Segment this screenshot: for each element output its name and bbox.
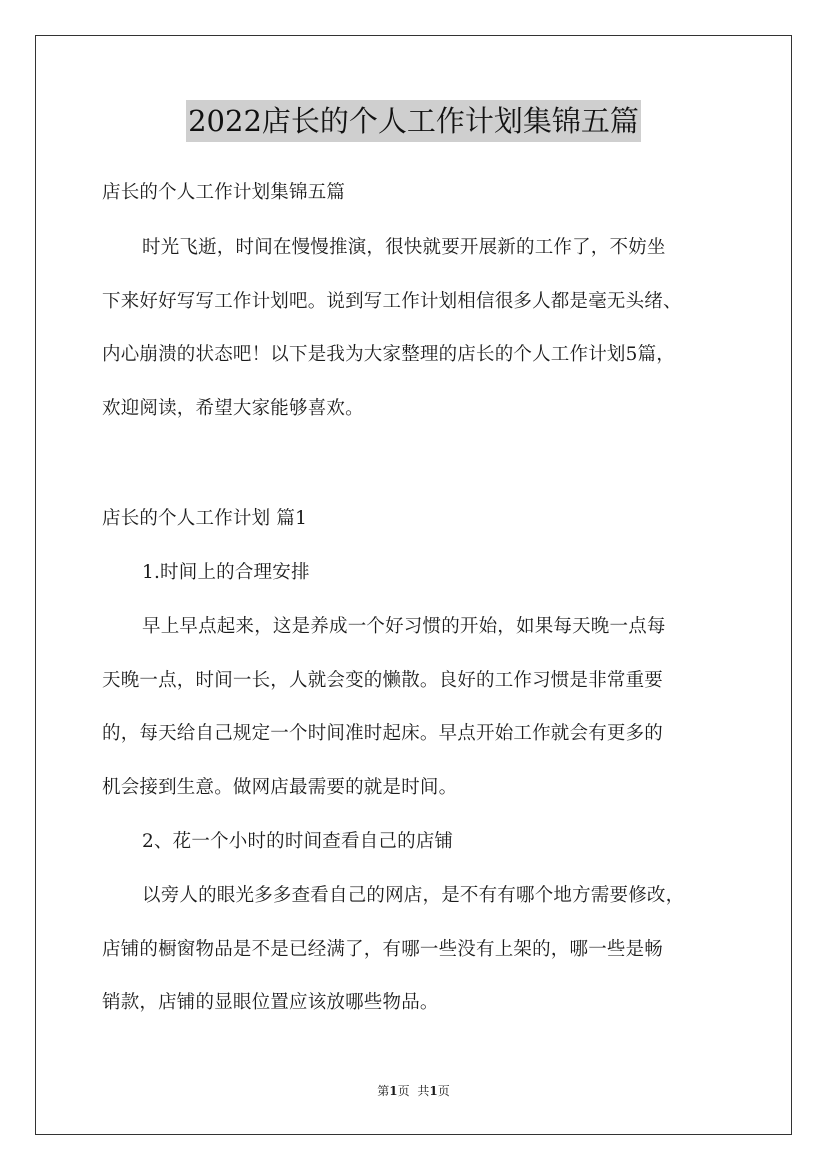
item2-line-3: 销款，店铺的显眼位置应该放哪些物品。 xyxy=(102,992,439,1013)
item1-line-4: 机会接到生意。做网店最需要的就是时间。 xyxy=(102,777,458,798)
document-subtitle: 店长的个人工作计划集锦五篇 xyxy=(102,182,346,203)
intro-line-2: 下来好好写写工作计划吧。说到写工作计划相信很多人都是毫无头绪、 xyxy=(102,291,682,312)
footer-total-number: 1 xyxy=(429,1084,438,1098)
document-title: 2022店长的个人工作计划集锦五篇 xyxy=(186,100,641,142)
section1-heading: 店长的个人工作计划 篇1 xyxy=(102,508,308,529)
footer-total-suffix: 页 xyxy=(437,1084,450,1098)
item2-line-1: 以旁人的眼光多多查看自己的网店，是不有有哪个地方需要修改， xyxy=(142,885,685,906)
intro-line-4: 欢迎阅读，希望大家能够喜欢。 xyxy=(102,398,364,419)
footer-page-number: 1 xyxy=(389,1084,398,1098)
intro-line-3: 内心崩溃的状态吧！以下是我为大家整理的店长的个人工作计划5篇， xyxy=(102,344,675,365)
footer-total-prefix: 共 xyxy=(417,1084,430,1098)
title-wrap xyxy=(0,100,827,142)
item2-heading: 2、花一个小时的时间查看自己的店铺 xyxy=(142,831,454,852)
intro-line-1: 时光飞逝，时间在慢慢推演，很快就要开展新的工作了，不妨坐 xyxy=(142,237,666,258)
item2-line-2: 店铺的橱窗物品是不是已经满了，有哪一些没有上架的，哪一些是畅 xyxy=(102,939,664,960)
item1-heading: 1.时间上的合理安排 xyxy=(142,562,310,583)
footer-page-prefix: 第 xyxy=(377,1084,390,1098)
footer-page-suffix: 页 xyxy=(397,1084,410,1098)
item1-line-3: 的，每天给自己规定一个时间准时起床。早点开始工作就会有更多的 xyxy=(102,723,664,744)
item1-line-1: 早上早点起来，这是养成一个好习惯的开始，如果每天晚一点每 xyxy=(142,616,666,637)
item1-line-2: 天晚一点，时间一长，人就会变的懒散。良好的工作习惯是非常重要 xyxy=(102,670,664,691)
page-footer xyxy=(0,1083,827,1099)
